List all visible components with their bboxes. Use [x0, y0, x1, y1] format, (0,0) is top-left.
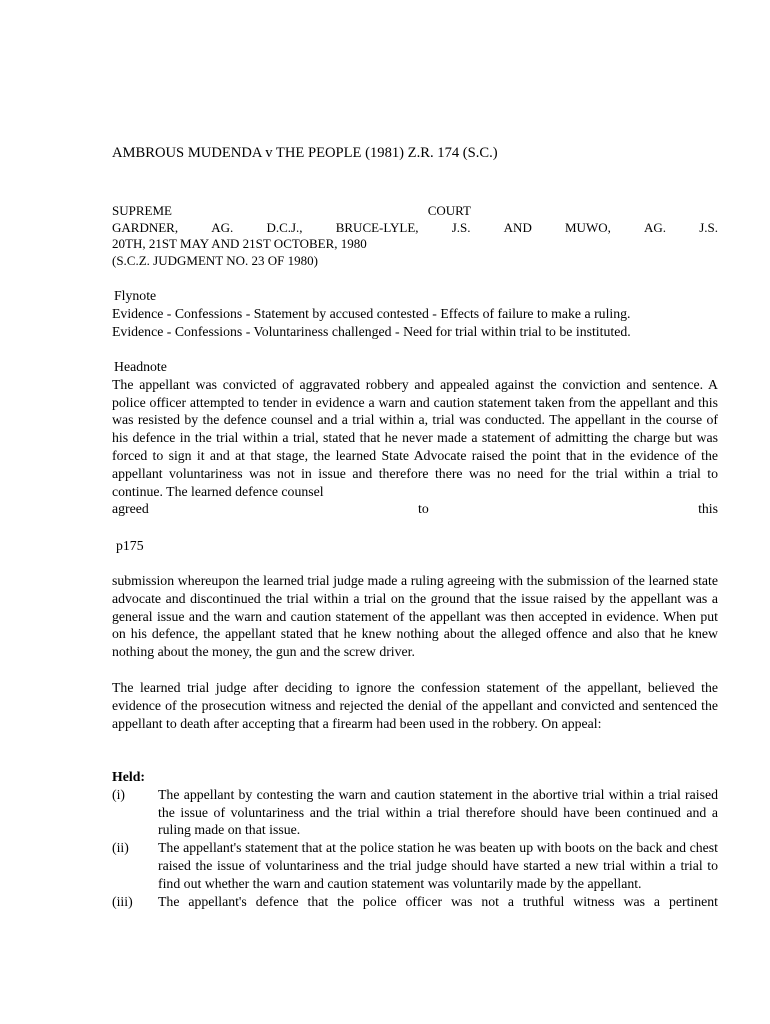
- court-word: SUPREME: [112, 203, 172, 218]
- judge-word: AG.: [211, 219, 234, 235]
- judge-word: MUWO,: [565, 219, 611, 235]
- headnote-word: agreed: [112, 501, 149, 517]
- held-item-number: (iii): [112, 893, 133, 909]
- judge-word: AND: [503, 219, 532, 235]
- page-marker-text: p175: [116, 538, 144, 553]
- judgment-number: (S.C.Z. JUDGMENT NO. 23 OF 1980): [112, 252, 318, 268]
- held-item-number: (ii): [112, 840, 129, 856]
- held-item-text: The appellant by contesting the warn and caution statement in the abortive trial within a trial raised the issue of voluntariness and the trial within a trial therefore should have been continued and a ruling made on that issue.: [158, 786, 718, 838]
- headnote-heading: Headnote: [114, 359, 167, 374]
- headnote-paragraph: The appellant was convicted of aggravated robbery and appealed against the conviction and sentence. A police officer attempted to tender in evidence a warn and caution statement taken from the appellant and this was resisted by the defence counsel and a trial within a, trial was conducted. The appellant in the course of his defence in the trial within a trial, stated that he never made a statement of admitting the charge but was forced to sign it and at that stage, the learned State Advocate raised the point that in the evidence of the appellant voluntariness was not in issue and therefore there was no need for the trial within a trial to continue. The learned defence counsel: [112, 376, 718, 499]
- held-item-text: The appellant's defence that the police officer was not a truthful witness was a pertinent: [158, 893, 718, 909]
- judge-word: BRUCE-LYLE,: [335, 219, 419, 235]
- page-marker: [112, 537, 718, 555]
- headnote-section: [112, 358, 718, 518]
- judge-word: D.C.J.,: [266, 219, 303, 235]
- hearing-dates: 20TH, 21ST MAY AND 21ST OCTOBER, 1980: [112, 236, 367, 252]
- judge-word: J.S.: [451, 219, 471, 235]
- court-info: [112, 203, 718, 269]
- court-line: [112, 203, 718, 220]
- flynote-heading: Flynote: [114, 288, 157, 303]
- held-item: [112, 786, 718, 839]
- judge-word: GARDNER,: [112, 219, 179, 235]
- judgment-paragraph: The learned trial judge after deciding to ignore the confession statement of the appellant, believed the evidence of the prosecution witness and rejected the denial of the appellant and convicted and sentenced the appellant to death after accepting that a firearm had been used in the robbery. On appeal:: [112, 680, 718, 731]
- flynote-line: Evidence - Confessions - Statement by accused contested - Effects of failure to make a ruling.: [112, 305, 631, 321]
- judge-word: J.S.: [699, 219, 718, 235]
- headnote-last-line: [112, 500, 718, 518]
- case-title: AMBROUS MUDENDA v THE PEOPLE (1981) Z.R. 174 (S.C.): [112, 145, 498, 161]
- held-item-number: (i): [112, 786, 126, 802]
- held-section: [112, 768, 718, 910]
- court-word: COURT: [427, 203, 471, 218]
- flynote-section: [112, 287, 718, 340]
- held-item: [112, 893, 718, 911]
- held-heading: Held:: [112, 769, 145, 784]
- held-item: [112, 839, 718, 892]
- judges-line: [112, 220, 718, 237]
- headnote-word: this: [698, 501, 718, 517]
- headnote-word: to: [418, 501, 429, 517]
- continued-paragraph: submission whereupon the learned trial judge made a ruling agreeing with the submission of the learned state advocate and discontinued the trial within a trial on the ground that the issue raised by the appellant was a general issue and the warn and caution statement of the appellant was then accepted in evidence. When put on his defence, the appellant stated that he knew nothing about the alleged offence and also that he knew nothing about the money, the gun and the screw driver.: [112, 573, 718, 660]
- judge-word: AG.: [644, 219, 667, 235]
- held-item-text: The appellant's statement that at the police station he was beaten up with boots on the back and chest raised the issue of voluntariness and the trial judge should have started a new trial within a trial to find out whether the warn and caution statement was voluntarily made by the appellant.: [158, 840, 718, 891]
- flynote-line: Evidence - Confessions - Voluntariness challenged - Need for trial within trial to be instituted.: [112, 323, 631, 339]
